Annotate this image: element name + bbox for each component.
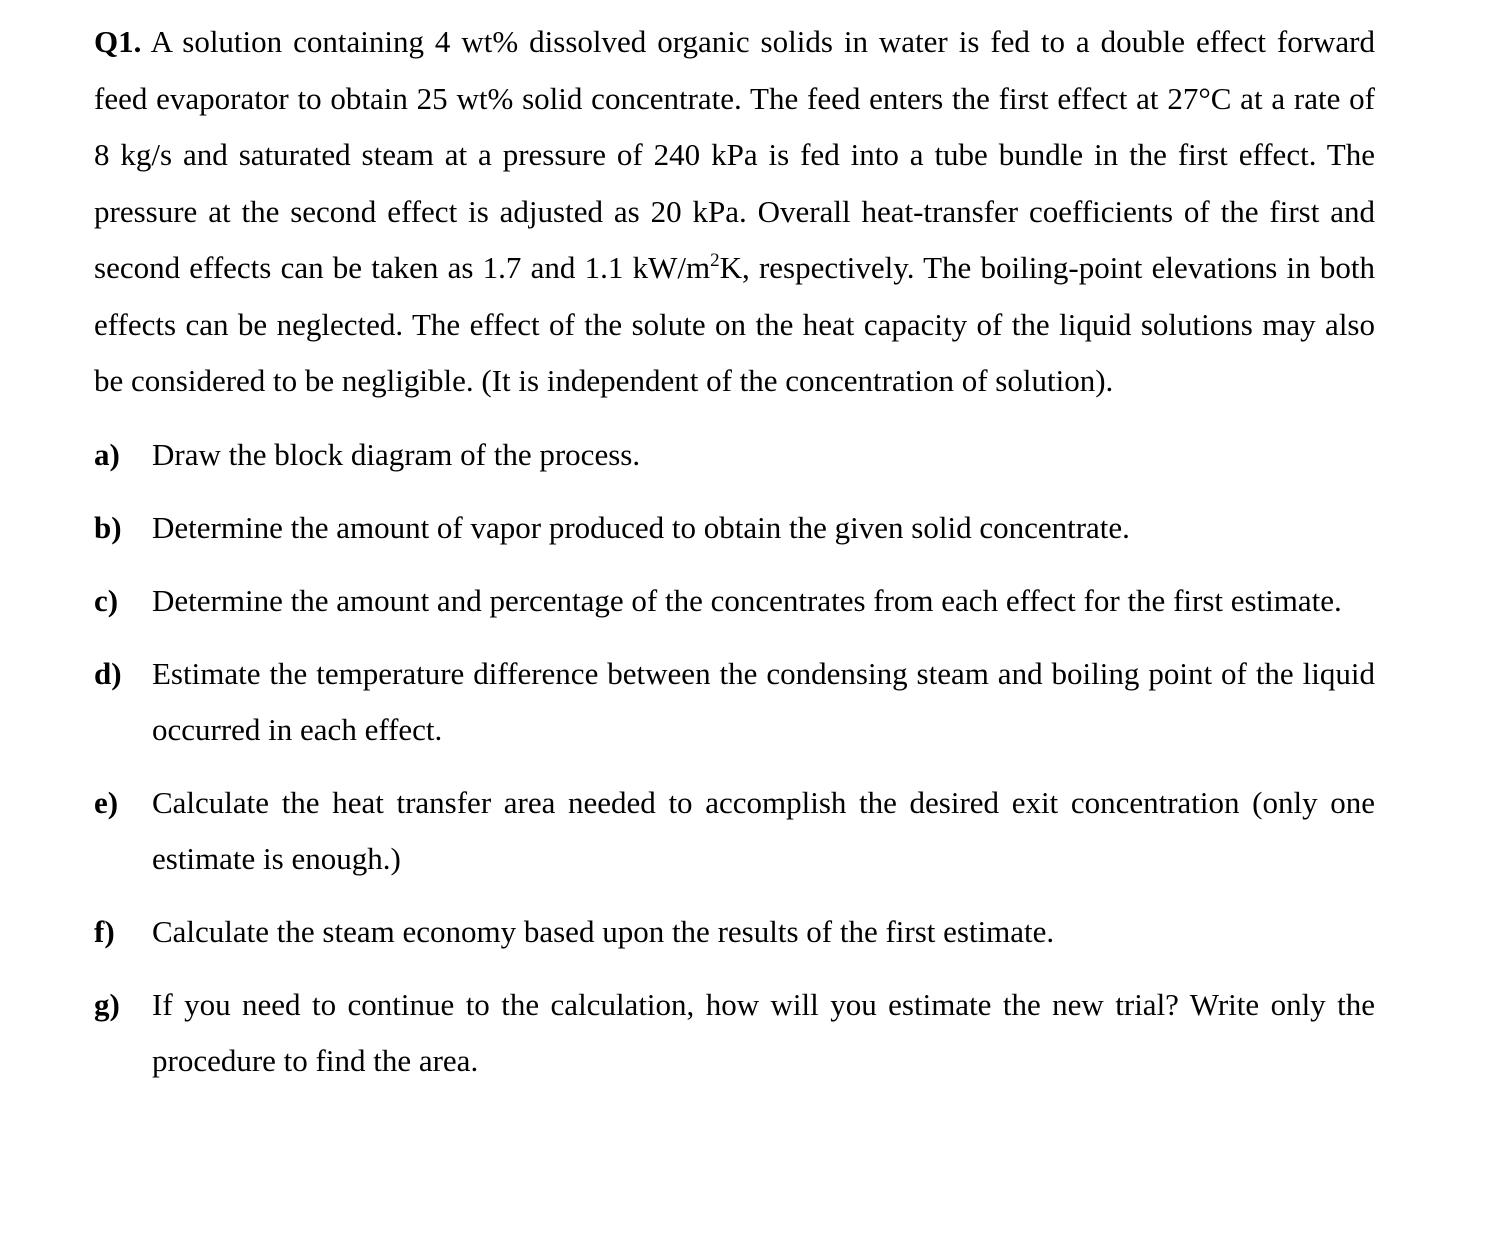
intro-superscript: 2 xyxy=(710,250,720,271)
question-part-g xyxy=(94,977,1375,1089)
question-parts-list xyxy=(94,427,1375,1089)
part-text: Calculate the heat transfer area needed to accomplish the desired exit concentration (only one estimate is enough.) xyxy=(152,784,1375,876)
part-letter: a) xyxy=(94,436,120,472)
part-text: Calculate the steam economy based upon the results of the first estimate. xyxy=(152,913,1055,949)
part-text: Estimate the temperature difference between the condensing steam and boiling point of the liquid occurred in each effect. xyxy=(152,655,1375,747)
question-part-c xyxy=(94,573,1375,629)
intro-text-part-2: K, respectively. The boiling-point elevations in both effects can be neglected. The effect of the solute on the heat capacity of the liquid solutions may also be considered to be negligible. (It is independent of the concentration of solution). xyxy=(94,250,1375,398)
part-letter: g) xyxy=(94,986,120,1022)
question-part-a xyxy=(94,427,1375,483)
part-letter: f) xyxy=(94,913,115,949)
part-letter: b) xyxy=(94,509,122,545)
question-part-d xyxy=(94,646,1375,758)
question-part-f xyxy=(94,904,1375,960)
part-text: If you need to continue to the calculation, how will you estimate the new trial? Write only the procedure to find the area. xyxy=(152,986,1375,1078)
part-text: Draw the block diagram of the process. xyxy=(152,436,641,472)
part-letter: c) xyxy=(94,582,119,618)
question-part-e xyxy=(94,775,1375,887)
part-text: Determine the amount of vapor produced to obtain the given solid concentrate. xyxy=(152,509,1130,545)
question-number: Q1. xyxy=(94,24,142,59)
intro-text-part-1: A solution containing 4 wt% dissolved organic solids in water is fed to a double effect forward feed evaporator to obtain 25 wt% solid concentrate. The feed enters the first effect at 27°C at a rate of 8 kg/s and saturated steam at a pressure of 240 kPa is fed into a tube bundle in the first effect. The pressure at the second effect is adjusted as 20 kPa. Overall heat-transfer coefficients of the first and second effects can be taken as 1.7 and 1.1 kW/m xyxy=(94,24,1376,285)
question-part-b xyxy=(94,500,1375,556)
question-intro xyxy=(94,14,1375,410)
part-letter: d) xyxy=(94,655,122,691)
part-text: Determine the amount and percentage of the concentrates from each effect for the first estimate. xyxy=(152,582,1342,618)
part-letter: e) xyxy=(94,784,119,820)
question-document xyxy=(94,14,1375,1089)
